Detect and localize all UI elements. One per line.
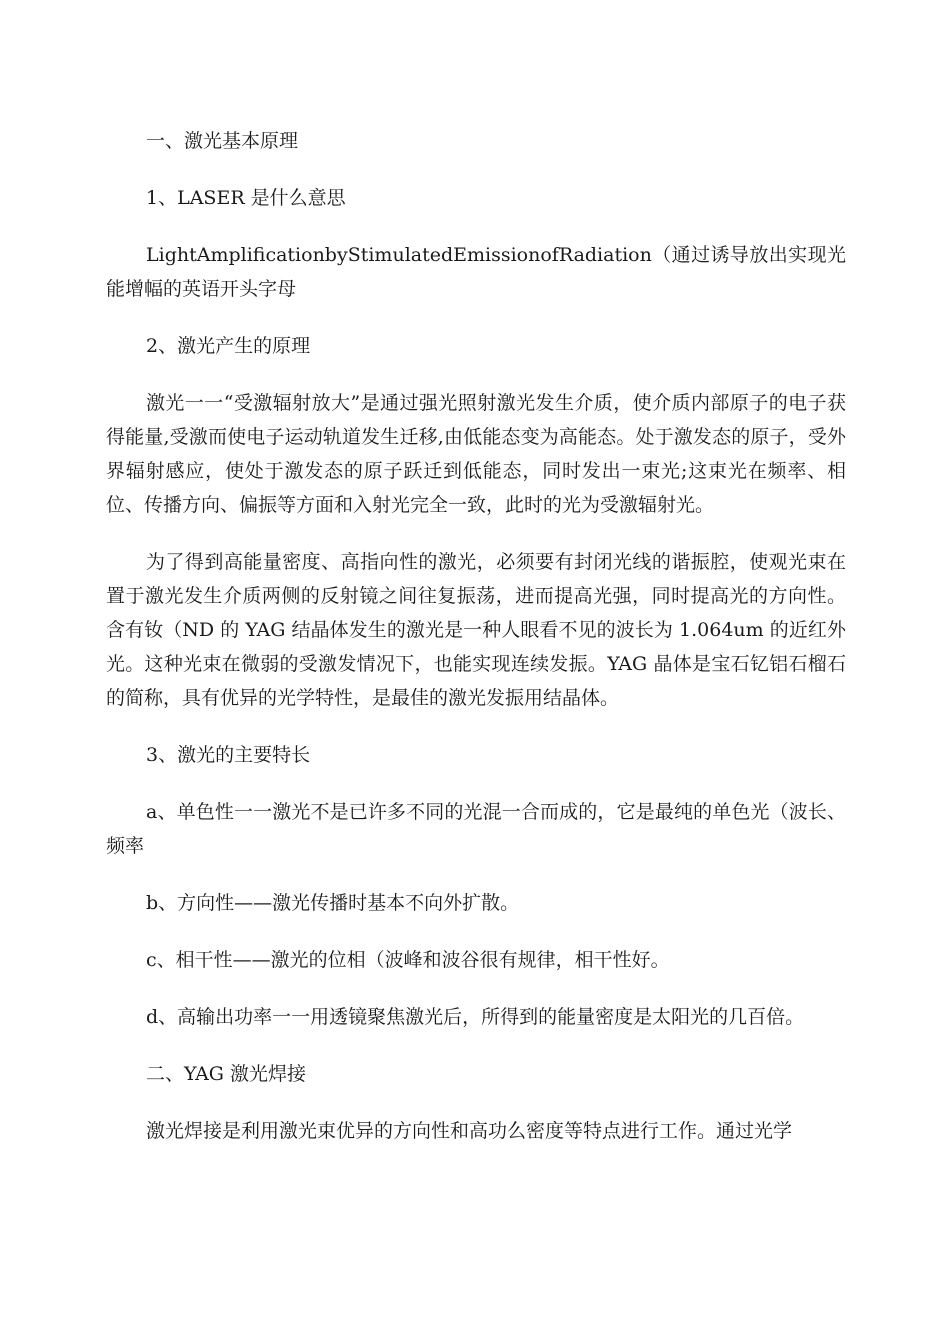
list-item: d、高输出功率一一用透镜聚焦激光后，所得到的能量密度是太阳光的几百倍。	[146, 1006, 805, 1028]
body-paragraph: 激光一一“受激辐射放大”是通过强光照射激光发生介质，使介质内部原子的电子获得能量,受激而使电子运动轨道发生迁移,由低能态变为高能态。处于激发态的原子，受外界辐射感应，使处于激发态的原子跃迁到低能态，同时发出一束光;这束光在频率、相位、传播方向、偏振等方面和入射光完全一致，此时的光为受激辐射光。	[106, 392, 846, 516]
body-paragraph: 为了得到高能量密度、高指向性的激光，必须要有封闭光线的谐振腔，使观光束在置于激光发生介质两侧的反射镜之间往复振荡，进而提高光强，同时提高光的方向性。含有钕（ND 的 YAG 结晶体发生的激光是一种人眼看不见的波长为 1.064um 的近红外光。这种光束在微弱的受激发情况下，也能实现连续发振。YAG 晶体是宝石钇铝石榴石的简称，具有优异的光学特性，是最佳的激光发振用结晶体。	[106, 551, 846, 709]
subsection-heading: 2、激光产生的原理	[146, 335, 311, 357]
document-page	[106, 124, 846, 1148]
list-item: c、相干性——激光的位相（波峰和波谷很有规律，相干性好。	[146, 949, 670, 971]
body-paragraph: 激光焊接是利用激光束优异的方向性和高功么密度等特点进行工作。通过光学	[146, 1120, 793, 1142]
subsection-heading: 1、LASER 是什么意思	[146, 187, 346, 209]
list-item: a、单色性一一激光不是已许多不同的光混一合而成的，它是最纯的单色光（波长、频率	[106, 801, 846, 857]
subsection-heading: 3、激光的主要特长	[146, 744, 311, 766]
section-heading: 一、激光基本原理	[146, 130, 299, 152]
list-item: b、方向性——激光传播时基本不向外扩散。	[146, 892, 520, 914]
body-paragraph: LightAmplificationbyStimulatedEmissionofRadiation（通过诱导放出实现光能增幅的英语开头字母	[106, 244, 846, 300]
section-heading: 二、YAG 激光焊接	[146, 1063, 307, 1085]
